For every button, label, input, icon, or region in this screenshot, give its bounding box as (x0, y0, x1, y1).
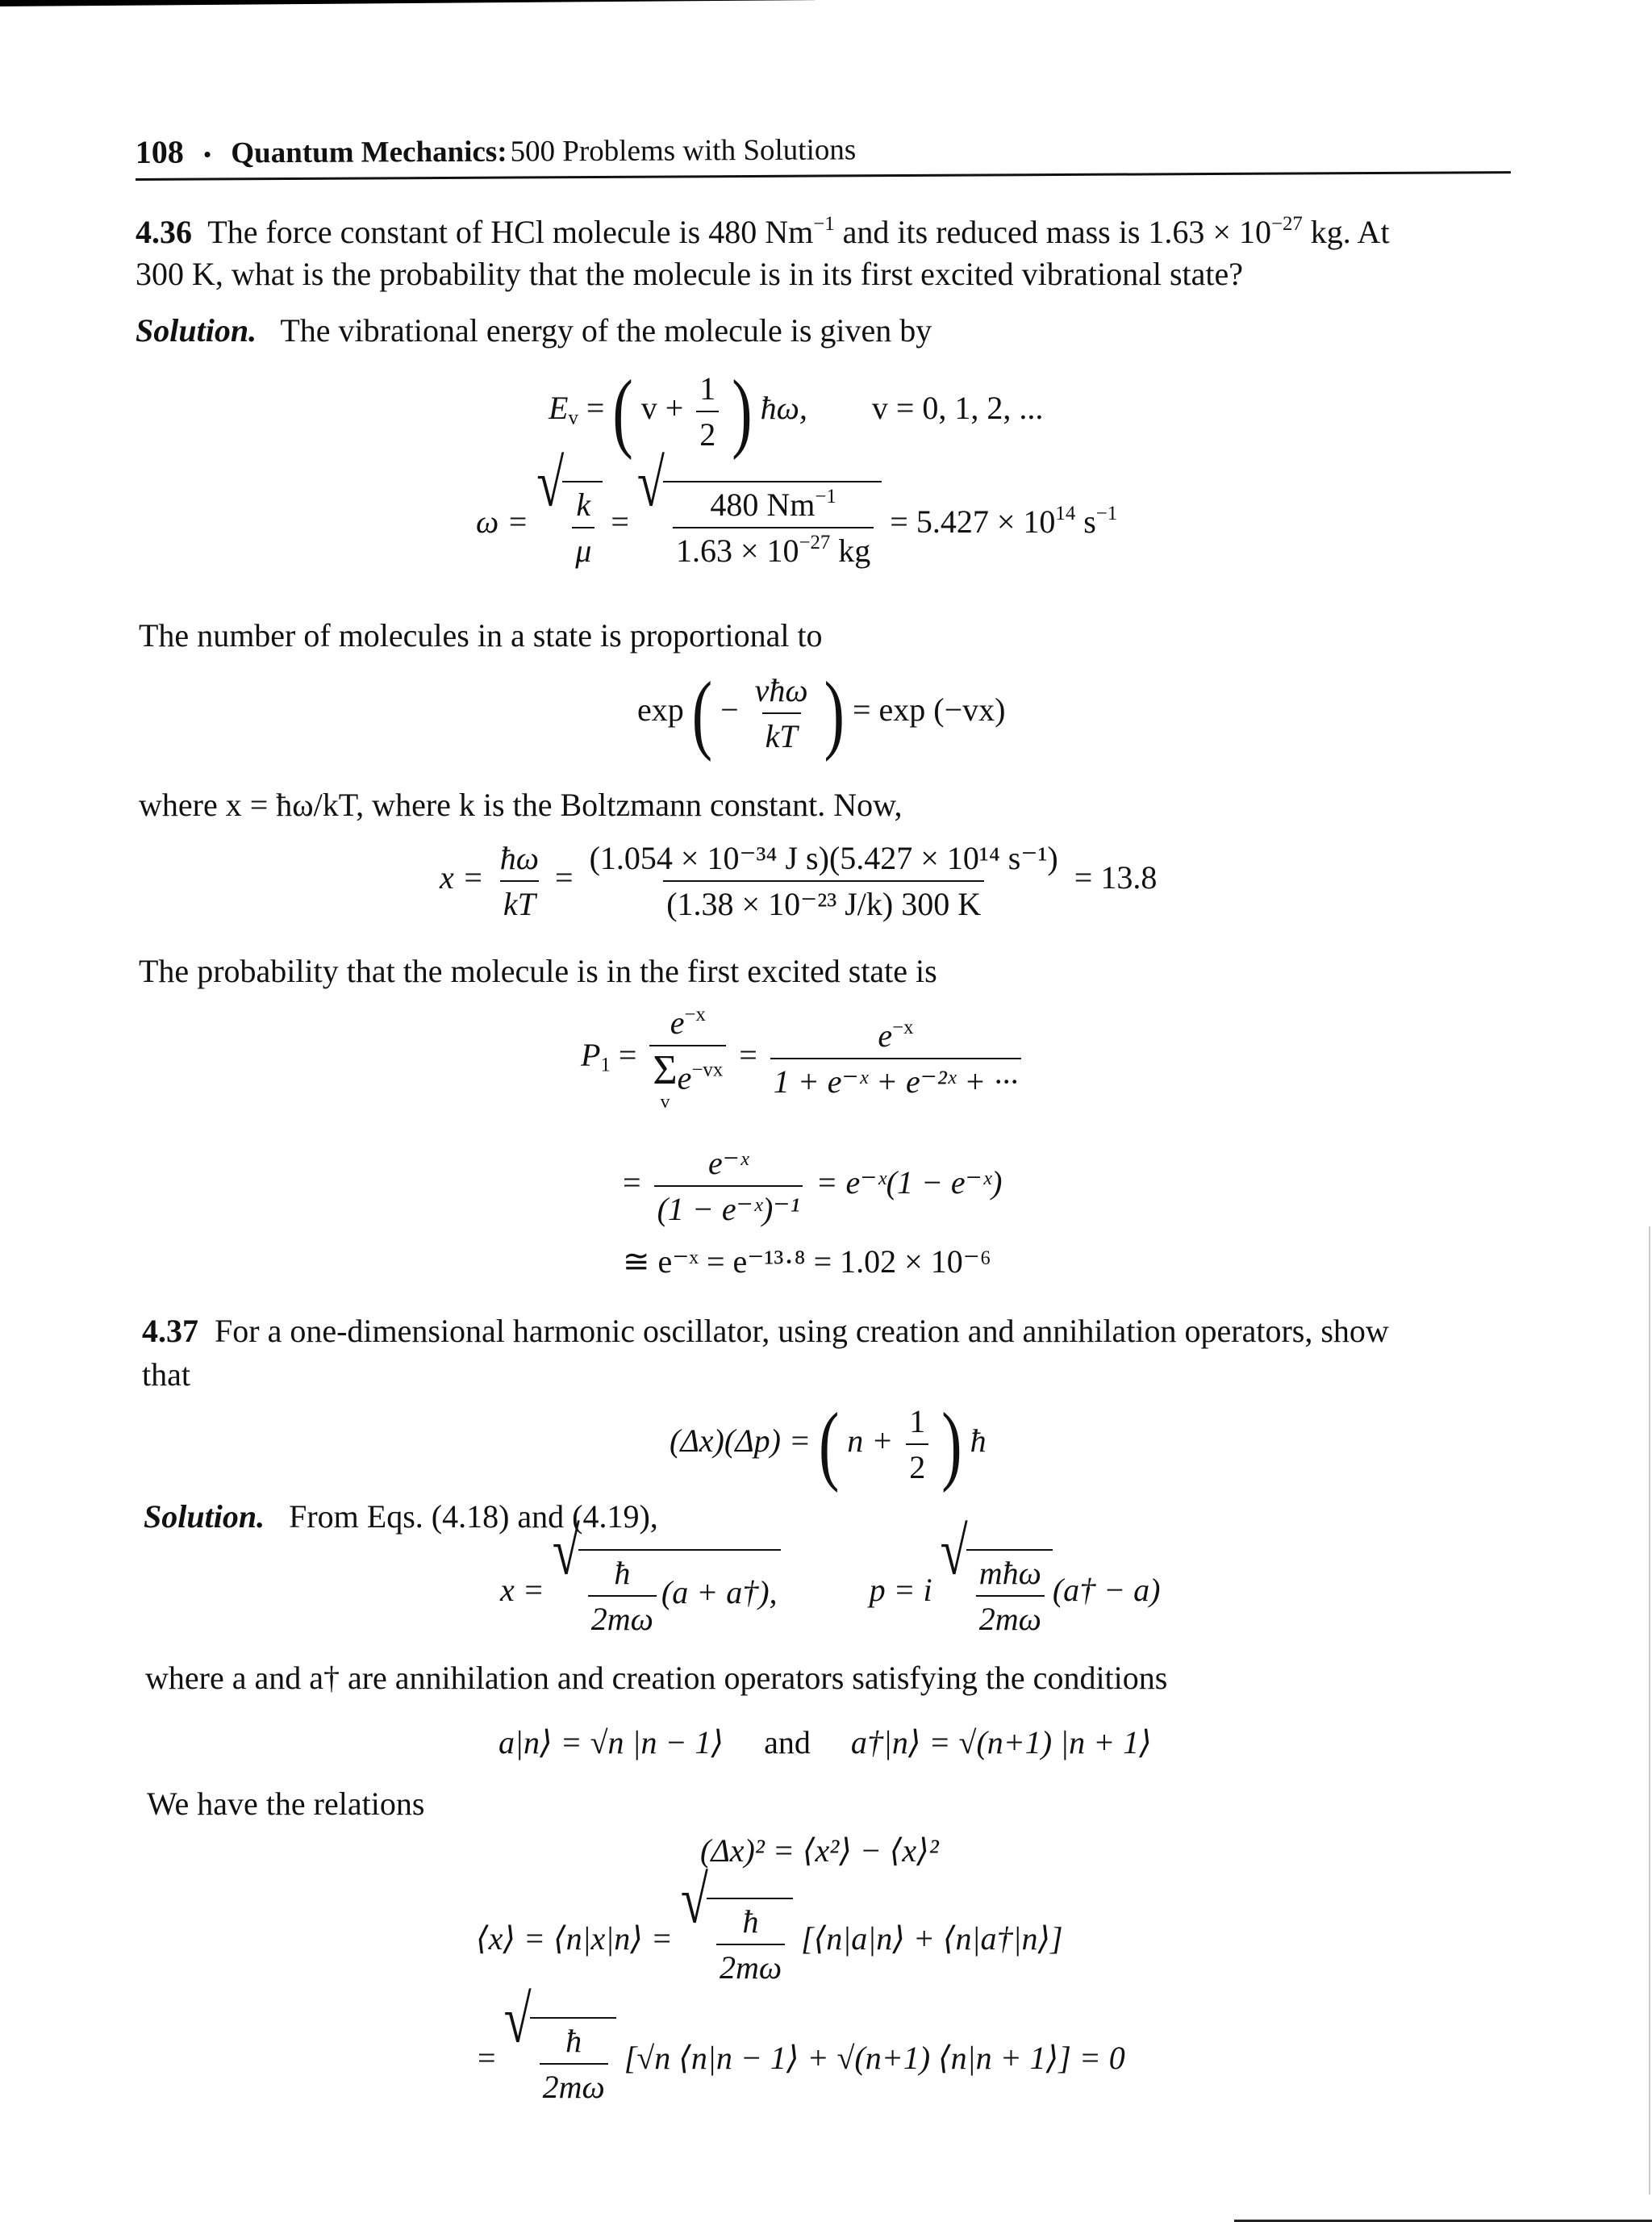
fraction (976, 1554, 1045, 1638)
result: = 5.427 × 10 (890, 503, 1056, 541)
term: [√n ⟨n|n − 1⟩ + √(n+1) ⟨n|n + 1⟩] = 0 (624, 2040, 1125, 2077)
denominator: (1 − e⁻ˣ)⁻¹ (654, 1185, 803, 1228)
term: [⟨n|a|n⟩ + ⟨n|a†|n⟩] (801, 1920, 1063, 1957)
page-number: 108 (135, 133, 184, 171)
fraction (540, 2022, 608, 2106)
sqrt (536, 446, 603, 570)
summation (653, 1047, 678, 1113)
solution-text: The vibrational energy of the molecule is given by (280, 312, 932, 349)
exponent: −vx (691, 1059, 724, 1081)
problem-text: For a one-dimensional harmonic oscillator, using creation and annihilation operators, show (215, 1313, 1389, 1349)
term: ħ (970, 1422, 987, 1460)
fraction (673, 486, 874, 570)
term: e (670, 1004, 685, 1041)
radical-icon: √ (940, 1514, 968, 1589)
conjunction: and (764, 1724, 811, 1760)
radical-icon: √ (680, 1863, 708, 1938)
numerator (874, 1017, 916, 1058)
paren-left: ( (818, 1395, 840, 1493)
numerator: vħω (754, 672, 808, 708)
range: v = 0, 1, 2, ... (871, 390, 1044, 427)
fraction (586, 839, 1062, 923)
problem-437-line1 (142, 1310, 1389, 1352)
exponent: 14 (1055, 503, 1076, 525)
problem-436-line2: 300 K, what is the probability that the molecule is in its first excited vibrational state? (136, 256, 1244, 292)
solution-436-intro (136, 310, 932, 352)
equation-energy (549, 362, 1044, 461)
numerator: 1 (699, 370, 716, 407)
operator: = (555, 859, 574, 896)
result: = 13.8 (1074, 859, 1158, 896)
fraction (906, 1402, 928, 1486)
sqrt (503, 1982, 616, 2106)
equation-p1-line2 (623, 1144, 1002, 1228)
denominator: 2mω (540, 2063, 608, 2106)
subscript: v (568, 407, 578, 429)
numerator: e⁻ˣ (707, 1145, 749, 1181)
radical-icon: √ (552, 1514, 580, 1589)
symbol: p = i (869, 1572, 932, 1609)
paren-right: ) (732, 362, 753, 461)
running-header (136, 126, 1511, 181)
paren-left: ( (691, 664, 713, 762)
numerator: ħω (499, 840, 539, 876)
sigma-icon: Σ (653, 1047, 678, 1093)
denominator: 1 + e⁻ˣ + e⁻²ˣ + ··· (770, 1058, 1021, 1101)
limit: v (660, 1092, 670, 1113)
value: 480 Nm (710, 487, 816, 523)
radical-icon: √ (636, 446, 665, 521)
solution-text: From Eqs. (4.18) and (4.19), (289, 1498, 658, 1535)
header-bullet: • (202, 141, 212, 169)
exponent: −27 (799, 531, 831, 553)
equation-variance (700, 1831, 939, 1869)
scan-edge-top (0, 0, 815, 6)
denominator (649, 1045, 726, 1113)
numerator: ħ (614, 1555, 631, 1591)
fraction (770, 1017, 1021, 1101)
equation-exp (637, 664, 1006, 762)
denominator: 2mω (588, 1595, 657, 1638)
solution-437-intro (144, 1496, 658, 1538)
term: (Δx)(Δp) = (670, 1422, 811, 1460)
unit: s (1075, 503, 1096, 541)
book-title: Quantum Mechanics: (231, 135, 507, 170)
sqrt (940, 1514, 1053, 1638)
denominator: kT (762, 712, 801, 755)
text-operators: where a and a† are annihilation and creation operators satisfying the conditions (145, 1660, 1168, 1696)
term: ⟨x⟩ = ⟨n|x|n⟩ = (476, 1920, 673, 1957)
paren-right: ) (941, 1395, 962, 1493)
exponent: −1 (1095, 503, 1118, 525)
denominator: (1.38 × 10⁻²³ J/k) 300 K (663, 880, 984, 923)
exponent: −x (892, 1016, 914, 1038)
problem-437-line2: that (142, 1356, 190, 1393)
equation-omega (476, 446, 1118, 570)
problem-text: kg. At (1302, 214, 1390, 250)
numerator (667, 1004, 709, 1045)
denominator: 2mω (716, 1944, 785, 1986)
term: a|n⟩ = √n |n − 1⟩ (499, 1724, 724, 1760)
subscript: 1 (600, 1054, 611, 1076)
result: = e⁻ˣ(1 − e⁻ˣ) (816, 1164, 1003, 1201)
term: n + (847, 1422, 894, 1460)
problem-text: The force constant of HCl molecule is 480 Nm (207, 214, 814, 250)
paren-left: ( (612, 362, 633, 461)
exponent: −x (684, 1003, 706, 1025)
denominator: 2 (696, 411, 719, 453)
function: exp (637, 691, 684, 729)
equation-mean-x-result (478, 1982, 1125, 2106)
term: a†|n⟩ = √(n+1) |n + 1⟩ (850, 1724, 1152, 1760)
numerator: mħω (978, 1555, 1041, 1591)
equation-mean-x (476, 1863, 1063, 1986)
operator: = (623, 1164, 641, 1201)
operator: = (611, 503, 629, 541)
numerator: 1 (909, 1403, 926, 1439)
term: e (878, 1017, 893, 1054)
sqrt (636, 446, 882, 570)
fraction (654, 1144, 803, 1228)
operator: − (720, 691, 739, 729)
symbol: ω = (476, 503, 529, 541)
term: (Δx)² = ⟨x²⟩ − ⟨x⟩² (700, 1832, 939, 1869)
solution-label: Solution. (144, 1498, 265, 1535)
equation-conditions (499, 1723, 1152, 1761)
numerator: ħ (742, 1903, 759, 1940)
fraction (716, 1902, 785, 1986)
denominator: 2 (906, 1443, 928, 1486)
equation-p1-line3: ≅ e⁻ˣ = e⁻¹³·⁸ = 1.02 × 10⁻⁶ (623, 1243, 991, 1280)
exponent: −1 (815, 485, 836, 507)
numerator: ħ (565, 2023, 582, 2059)
exponent: −1 (813, 212, 835, 235)
problem-text: and its reduced mass is 1.63 × 10 (834, 214, 1271, 250)
fraction (572, 486, 594, 570)
term: ħω, (760, 390, 807, 427)
text-relations: We have the relations (147, 1786, 425, 1822)
term: v + (640, 390, 684, 427)
value: 1.63 × 10 (675, 533, 799, 569)
term: e (677, 1059, 692, 1096)
problem-number: 4.37 (142, 1313, 198, 1349)
symbol: x = (500, 1572, 544, 1609)
text-where-x: where x = ħω/kT, where k is the Boltzmann constant. Now, (139, 787, 903, 823)
term: (a† − a) (1052, 1572, 1161, 1609)
exponent: −27 (1270, 212, 1303, 235)
fraction (696, 370, 719, 453)
text-proportional: The number of molecules in a state is proportional to (139, 617, 823, 654)
operator: = (739, 1037, 757, 1074)
fraction (649, 1004, 726, 1113)
equation-p1 (581, 1004, 1026, 1113)
denominator: μ (572, 527, 594, 570)
radical-icon: √ (503, 1982, 532, 2057)
problem-number: 4.36 (136, 214, 192, 250)
solution-label: Solution. (136, 312, 257, 349)
symbol: P (581, 1037, 601, 1074)
denominator: 2mω (976, 1595, 1045, 1638)
symbol: x = (440, 859, 484, 896)
numerator: k (576, 487, 591, 523)
paren-right: ) (824, 664, 845, 762)
scan-edge-right (1649, 1226, 1650, 2195)
operator: = (478, 2040, 496, 2077)
operator: = (618, 1037, 637, 1074)
text-probability: The probability that the molecule is in the first excited state is (139, 953, 937, 989)
result: = exp (−vx) (852, 691, 1006, 729)
denominator: kT (500, 880, 539, 923)
problem-436-line1 (136, 211, 1390, 253)
book-subtitle: 500 Problems with Solutions (510, 133, 857, 169)
equation-uncertainty (670, 1395, 987, 1493)
numerator (707, 486, 839, 527)
equation-x-p (500, 1514, 1161, 1638)
fraction (752, 671, 811, 755)
sqrt (552, 1514, 781, 1638)
symbol: E (549, 390, 569, 427)
numerator: (1.054 × 10⁻³⁴ J s)(5.427 × 10¹⁴ s⁻¹) (589, 840, 1058, 876)
unit: kg (830, 533, 871, 569)
equation-x (440, 839, 1157, 923)
denominator (673, 527, 874, 570)
fraction (497, 839, 542, 923)
term: (a + a†), (661, 1574, 778, 1611)
sqrt (680, 1863, 793, 1986)
operator: = (586, 390, 605, 427)
radical-icon: √ (536, 446, 565, 521)
fraction (588, 1554, 657, 1638)
